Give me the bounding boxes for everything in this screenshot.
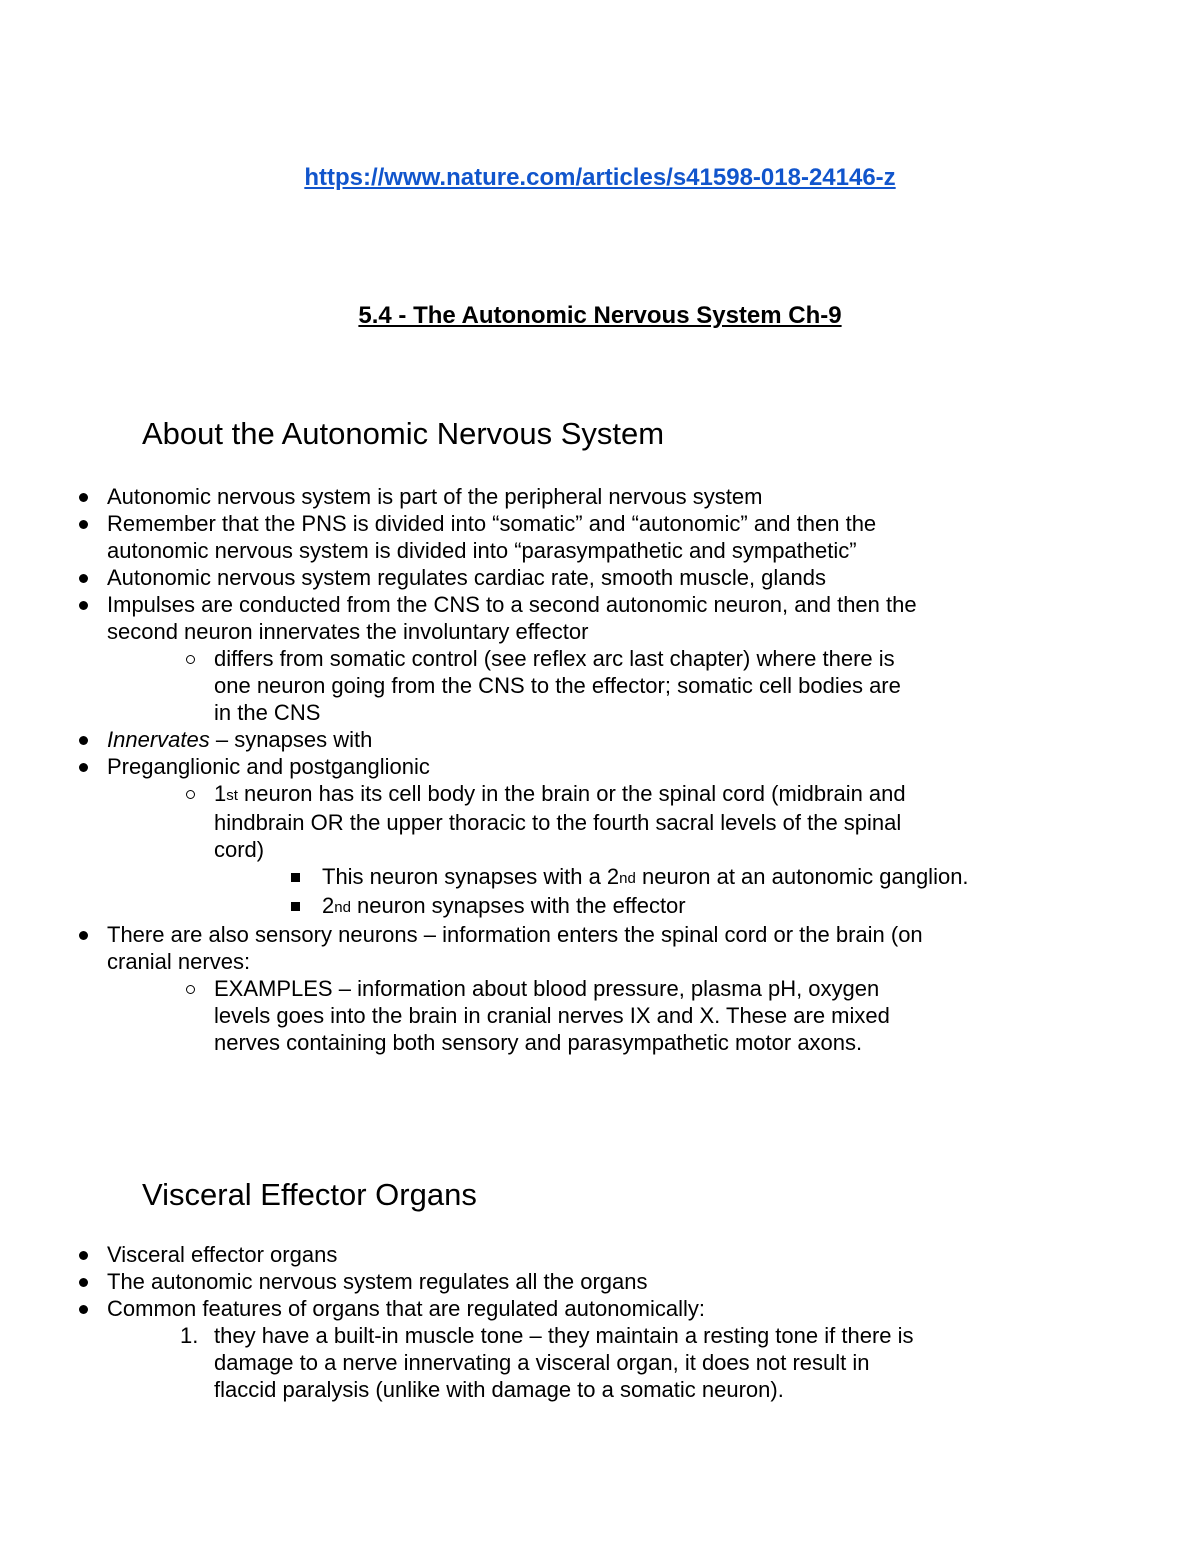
list-item: Autonomic nervous system is part of the peripheral nervous system <box>0 483 957 510</box>
list-item: There are also sensory neurons – information enters the spinal cord or the brain (on cranial nerves: <box>0 921 957 975</box>
autonomic-bullet-list <box>0 483 1062 1056</box>
number-marker: 1. <box>180 1323 199 1348</box>
list-item: Impulses are conducted from the CNS to a second autonomic neuron, and then the second neuron innervates the involuntary effector <box>0 591 957 645</box>
section-heading-autonomic: About the Autonomic Nervous System <box>142 416 665 451</box>
list-item: Common features of organs that are regulated autonomically: <box>0 1295 957 1322</box>
list-item: Innervates – synapses with <box>0 726 957 753</box>
list-item-subsub: 2nd neuron synapses with the effector <box>0 892 1062 921</box>
list-item-sub: 1st neuron has its cell body in the brain or the spinal cord (midbrain and hindbrain OR the upper thoracic to the fourth sacral levels of the spinal cord) <box>0 780 954 863</box>
list-item: Visceral effector organs <box>0 1241 957 1268</box>
list-item: Preganglionic and postganglionic <box>0 753 957 780</box>
list-item-sub: differs from somatic control (see reflex arc last chapter) where there is one neuron going from the CNS to the effector; somatic cell bodies are in the CNS <box>0 645 914 726</box>
term-innervates: Innervates <box>107 727 210 752</box>
list-item-sub: EXAMPLES – information about blood pressure, plasma pH, oxygen levels goes into the brain in cranial nerves IX and X. These are mixed nerves containing both sensory and parasympathetic motor axons. <box>0 975 894 1056</box>
list-item: Autonomic nervous system regulates cardiac rate, smooth muscle, glands <box>0 564 957 591</box>
numbered-item: 1. they have a built-in muscle tone – they maintain a resting tone if there is damage to a nerve innervating a visceral organ, it does not result in flaccid paralysis (unlike with damage to a somatic neuron). <box>180 1323 914 1402</box>
visceral-bullet-list <box>0 1241 957 1403</box>
list-item: Remember that the PNS is divided into “somatic” and “autonomic” and then the autonomic nervous system is divided into “parasympathetic and sympathetic” <box>0 510 957 564</box>
list-item: The autonomic nervous system regulates all the organs <box>0 1268 957 1295</box>
list-item-subsub: This neuron synapses with a 2nd neuron at an autonomic ganglion. <box>0 863 1062 892</box>
page-title: 5.4 - The Autonomic Nervous System Ch-9 <box>358 302 842 329</box>
section-heading-visceral: Visceral Effector Organs <box>142 1177 477 1212</box>
article-link[interactable]: https://www.nature.com/articles/s41598-018-24146-z <box>304 164 896 191</box>
